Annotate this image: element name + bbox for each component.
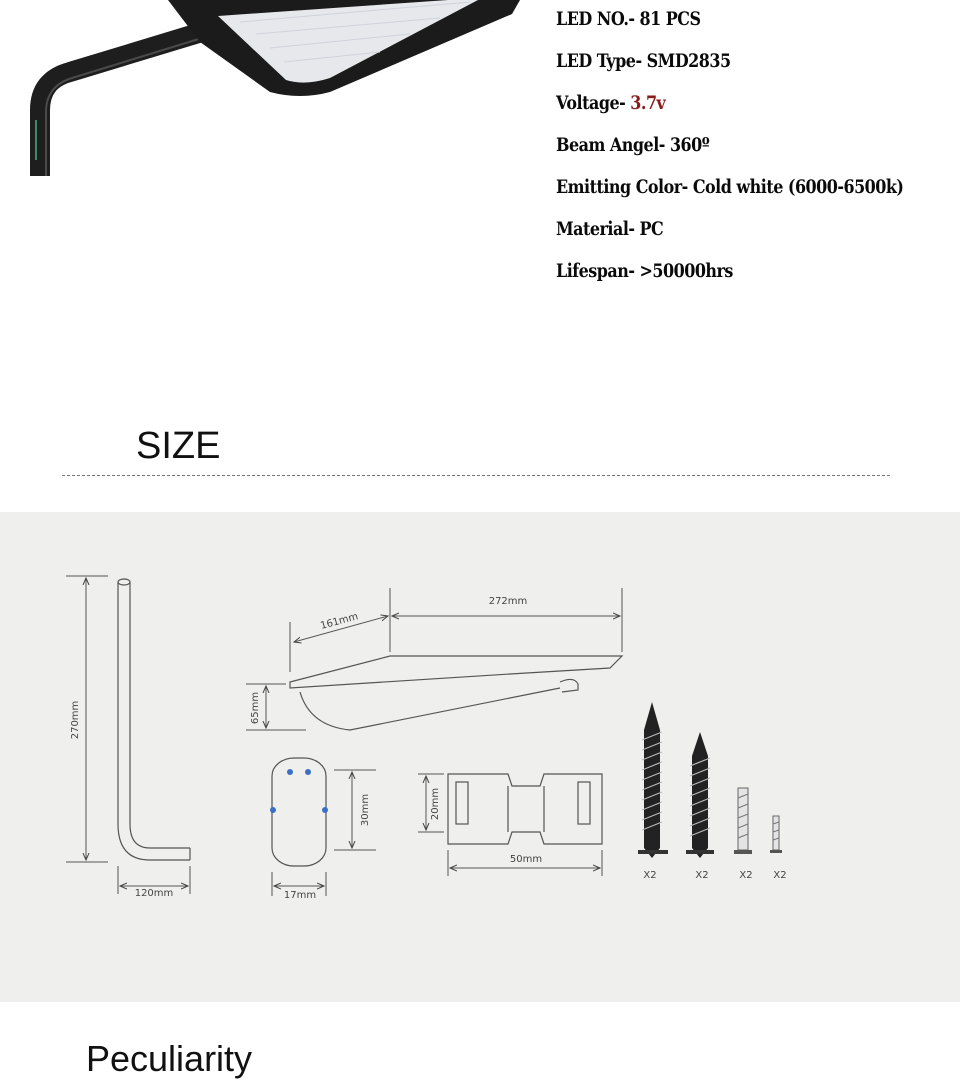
pole-drawing [118, 579, 190, 860]
medium-screw [686, 732, 714, 858]
section-divider [62, 475, 890, 476]
screw-qty-1: X2 [643, 870, 657, 881]
dimension-drawing [0, 512, 960, 1002]
spec-material: Material- PC [556, 218, 664, 240]
bracket-drawing [448, 774, 602, 844]
spec-led-number: LED NO.- 81 PCS [556, 8, 701, 30]
tiny-screw [770, 816, 782, 853]
spec-voltage: Voltage- 3.7v [556, 92, 666, 114]
bracket-width-label: 50mm [509, 854, 543, 865]
spec-beam-angle: Beam Angel- 360º [556, 134, 710, 156]
pole-height-label: 270mm [70, 700, 81, 740]
spec-list [556, 4, 960, 298]
screw-qty-4: X2 [773, 870, 787, 881]
lamp-height-label: 65mm [250, 691, 261, 725]
screw-qty-2: X2 [695, 870, 709, 881]
cylinder-width-label: 17mm [283, 890, 317, 901]
screw-qty-3: X2 [739, 870, 753, 881]
spec-lifespan: Lifespan- >50000hrs [556, 260, 733, 282]
spec-emitting-color: Emitting Color- Cold white (6000-6500k) [556, 176, 904, 198]
pole-width-label: 120mm [134, 888, 174, 899]
lamp-head-drawing [290, 656, 622, 730]
lamp-length-label: 272mm [488, 596, 528, 607]
small-screw [734, 788, 752, 854]
spec-led-type: LED Type- SMD2835 [556, 50, 731, 72]
peculiarity-heading: Peculiarity [86, 1038, 253, 1079]
product-photo [0, 0, 530, 200]
large-screw [638, 702, 668, 858]
bracket-height-label: 20mm [430, 787, 441, 821]
size-heading: SIZE [136, 425, 221, 467]
lamp-depth-label: 161mm [319, 611, 360, 632]
cylinder-drawing [270, 758, 328, 866]
cylinder-height-label: 30mm [360, 793, 371, 827]
